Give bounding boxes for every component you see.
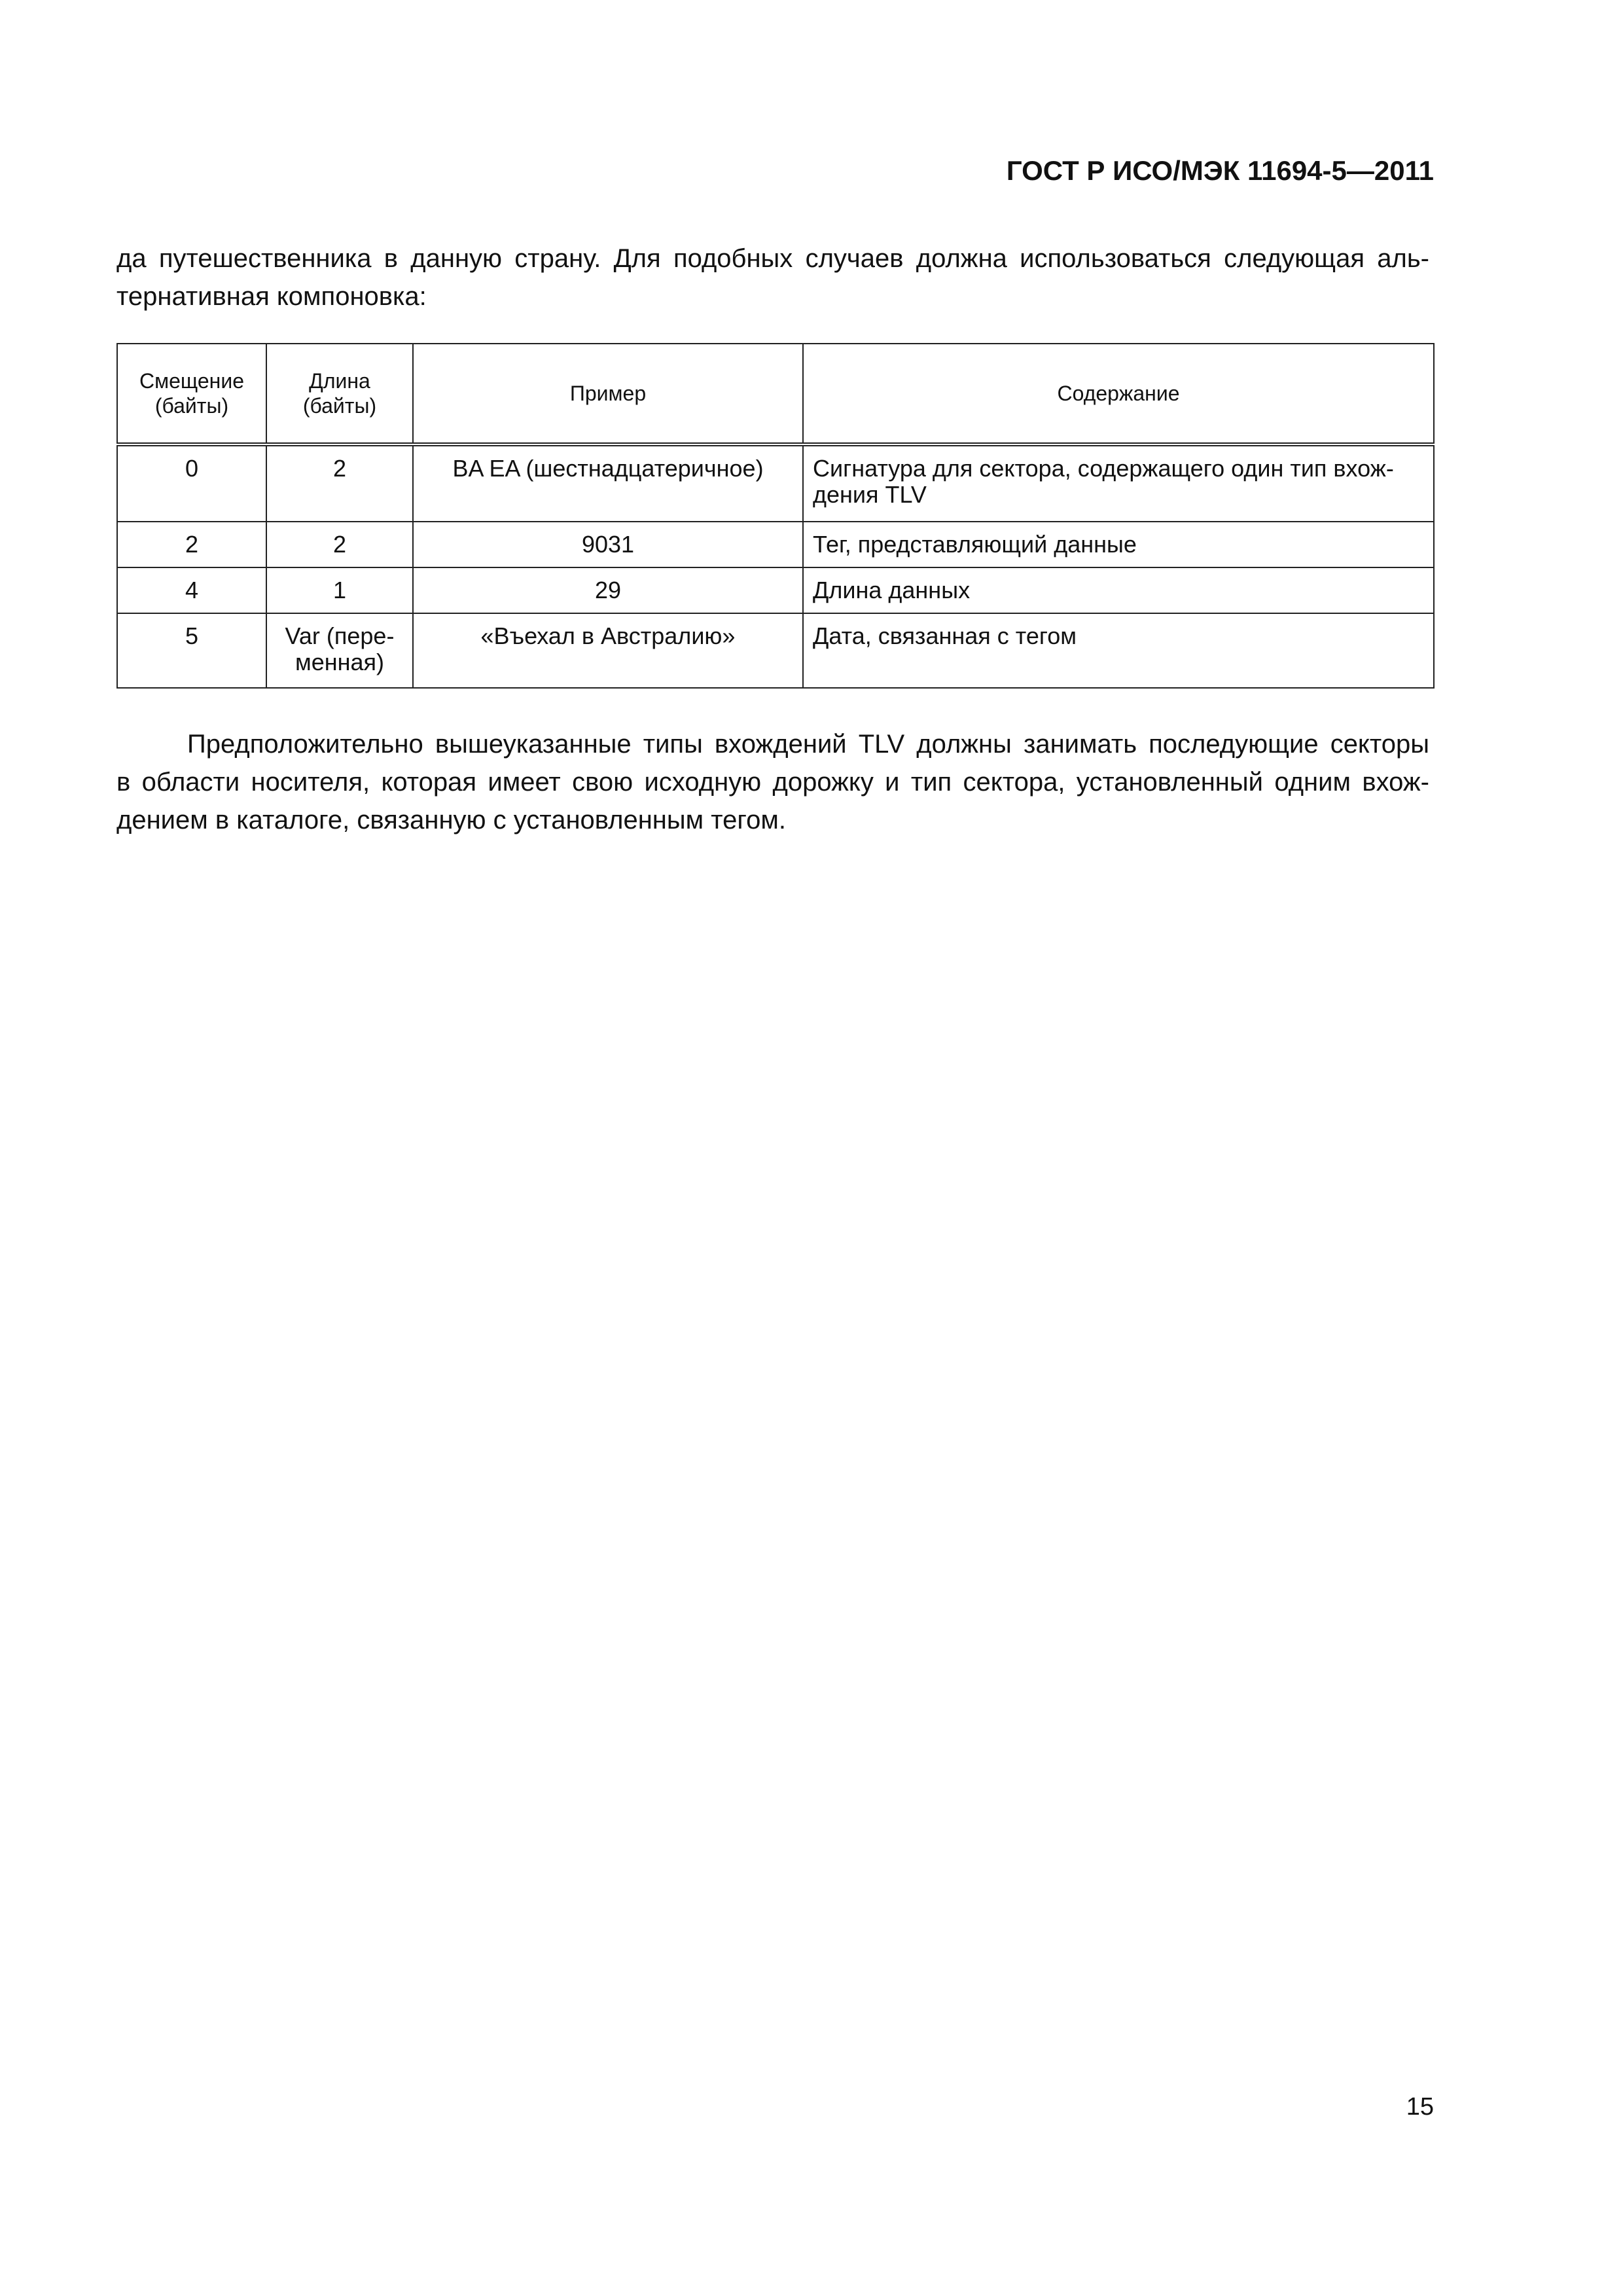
intro-line: тернативная компоновка: [116, 282, 427, 311]
table-header-row [117, 344, 1434, 444]
cell-offset: 2 [117, 522, 266, 567]
cell-content: Длина данных [803, 567, 1434, 613]
table-row [117, 522, 1434, 567]
intro-line: да путешественника в данную страну. Для подобных случаев должна использоваться следующая аль- [116, 244, 1429, 273]
cell-example: BA EA (шестнадцатеричное) [413, 444, 803, 522]
tlv-layout-table [116, 343, 1435, 689]
cell-example: 29 [413, 567, 803, 613]
document-code-header: ГОСТ Р ИСО/МЭК 11694-5—2011 [1006, 155, 1434, 186]
column-header-length: Длина (байты) [266, 344, 413, 444]
closing-paragraph [116, 725, 1429, 839]
table-row [117, 567, 1434, 613]
cell-content: Тег, представляющий данные [803, 522, 1434, 567]
cell-offset: 0 [117, 444, 266, 522]
page-number: 15 [1406, 2093, 1434, 2121]
cell-content: Сигнатура для сектора, содержащего один тип вхож- дения TLV [803, 444, 1434, 522]
cell-length: Var (пере- менная) [266, 613, 413, 688]
column-header-content: Содержание [803, 344, 1434, 444]
cell-length: 1 [266, 567, 413, 613]
cell-example: «Въехал в Австралию» [413, 613, 803, 688]
intro-paragraph [116, 240, 1429, 315]
table-row [117, 613, 1434, 688]
cell-length: 2 [266, 444, 413, 522]
closing-line: дением в каталоге, связанную с установленным тегом. [116, 806, 786, 834]
cell-length: 2 [266, 522, 413, 567]
cell-example: 9031 [413, 522, 803, 567]
cell-offset: 4 [117, 567, 266, 613]
column-header-offset: Смещение (байты) [117, 344, 266, 444]
table-row [117, 444, 1434, 522]
closing-line: в области носителя, которая имеет свою исходную дорожку и тип сектора, установленный одним вхож- [116, 768, 1429, 797]
column-header-example: Пример [413, 344, 803, 444]
closing-line: Предположительно вышеуказанные типы вхождений TLV должны занимать последующие секторы [187, 730, 1429, 759]
cell-content: Дата, связанная с тегом [803, 613, 1434, 688]
cell-offset: 5 [117, 613, 266, 688]
